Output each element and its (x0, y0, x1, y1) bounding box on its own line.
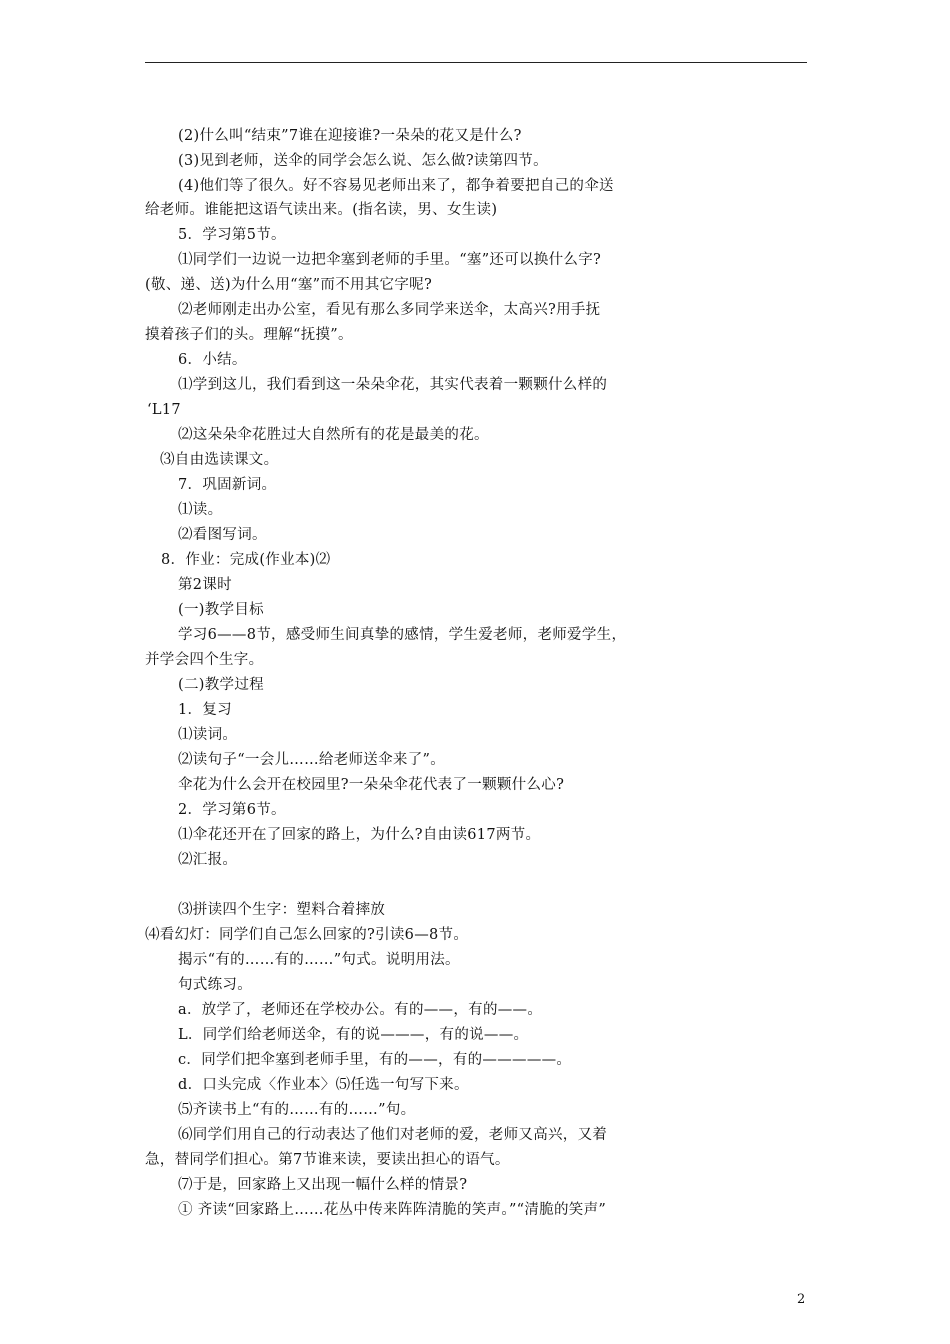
text-line: a．放学了，老师还在学校办公。有的——，有的——。 (178, 1002, 543, 1018)
text-line: 6．小结。 (178, 352, 247, 368)
text-line: 7．巩固新词。 (178, 477, 277, 493)
text-line: 2．学习第6节。 (178, 802, 286, 818)
page-number: 2 (797, 1292, 806, 1307)
text-line: (一)教学目标 (178, 602, 264, 618)
text-line: (二)教学过程 (178, 677, 264, 693)
text-line: ⑹同学们用自己的行动表达了他们对老师的爱，老师又高兴，又着 (178, 1127, 608, 1143)
text-line: 伞花为什么会开在校园里?一朵朵伞花代表了一颗颗什么心? (178, 777, 565, 793)
text-line: 揭示“有的……有的……”句式。说明用法。 (178, 952, 460, 968)
text-line: ⑵看图写词。 (178, 527, 267, 543)
text-line: 8．作业：完成(作业本)⑵ (161, 552, 331, 568)
text-line: d．口头完成〈作业本〉⑸任选一句写下来。 (178, 1077, 469, 1093)
text-line: ① 齐读“回家路上……花丛中传来阵阵清脆的笑声。”“清脆的笑声” (178, 1202, 607, 1218)
text-line: L．同学们给老师送伞，有的说———，有的说——。 (178, 1027, 529, 1043)
text-line: 给老师。谁能把这语气读出来。(指名读，男、女生读) (145, 202, 498, 218)
text-line: ⑺于是，回家路上又出现一幅什么样的情景? (178, 1177, 468, 1193)
text-line: 并学会四个生字。 (145, 652, 264, 668)
text-line: ⑴同学们一边说一边把伞塞到老师的手里。“塞”还可以换什么字? (178, 252, 602, 268)
text-line: 1．复习 (178, 702, 232, 718)
text-line: (3)见到老师，送伞的同学会怎么说、怎么做?读第四节。 (178, 153, 548, 169)
text-line: 句式练习。 (178, 977, 252, 993)
text-line: ⑴伞花还开在了回家的路上，为什么?自由读617两节。 (178, 827, 541, 843)
text-line: 急，替同学们担心。第7节谁来读，要读出担心的语气。 (145, 1152, 510, 1168)
text-line: 第2课时 (178, 577, 232, 593)
text-line: 5．学习第5节。 (178, 227, 286, 243)
text-line: ⑵汇报。 (178, 852, 238, 868)
text-line: ‘L17 (147, 402, 181, 418)
text-line: ⑴读。 (178, 502, 223, 518)
text-line: ⑷看幻灯：同学们自己怎么回家的?引读6—8节。 (145, 927, 469, 943)
text-line: c．同学们把伞塞到老师手里，有的——，有的—————。 (178, 1052, 572, 1068)
text-line: ⑸齐读书上“有的……有的……”句。 (178, 1102, 416, 1118)
text-line: 摸着孩子们的头。理解“抚摸”。 (145, 327, 353, 343)
text-line: (2)什么叫“结束”7谁在迎接谁?一朵朵的花又是什么? (178, 128, 522, 144)
text-line: ⑴学到这儿，我们看到这一朵朵伞花，其实代表着一颗颗什么样的 (178, 377, 608, 393)
text-line: 学习6——8节，感受师生间真挚的感情，学生爱老师，老师爱学生， (178, 627, 627, 643)
text-line: ⑵老师刚走出办公室，看见有那么多同学来送伞，太高兴?用手抚 (178, 302, 601, 318)
text-line: (敬、递、送)为什么用“塞”而不用其它字呢? (145, 277, 433, 293)
text-line: ⑵读句子“一会儿……给老师送伞来了”。 (178, 752, 446, 768)
text-line: (4)他们等了很久。好不容易见老师出来了，都争着要把自己的伞送 (178, 178, 614, 194)
text-line: ⑶自由选读课文。 (160, 452, 279, 468)
text-line: ⑴读词。 (178, 727, 238, 743)
header-rule (145, 62, 807, 63)
text-line: ⑵这朵朵伞花胜过大自然所有的花是最美的花。 (178, 427, 489, 443)
text-line: ⑶拼读四个生字：塑料合着摔放 (178, 902, 386, 918)
